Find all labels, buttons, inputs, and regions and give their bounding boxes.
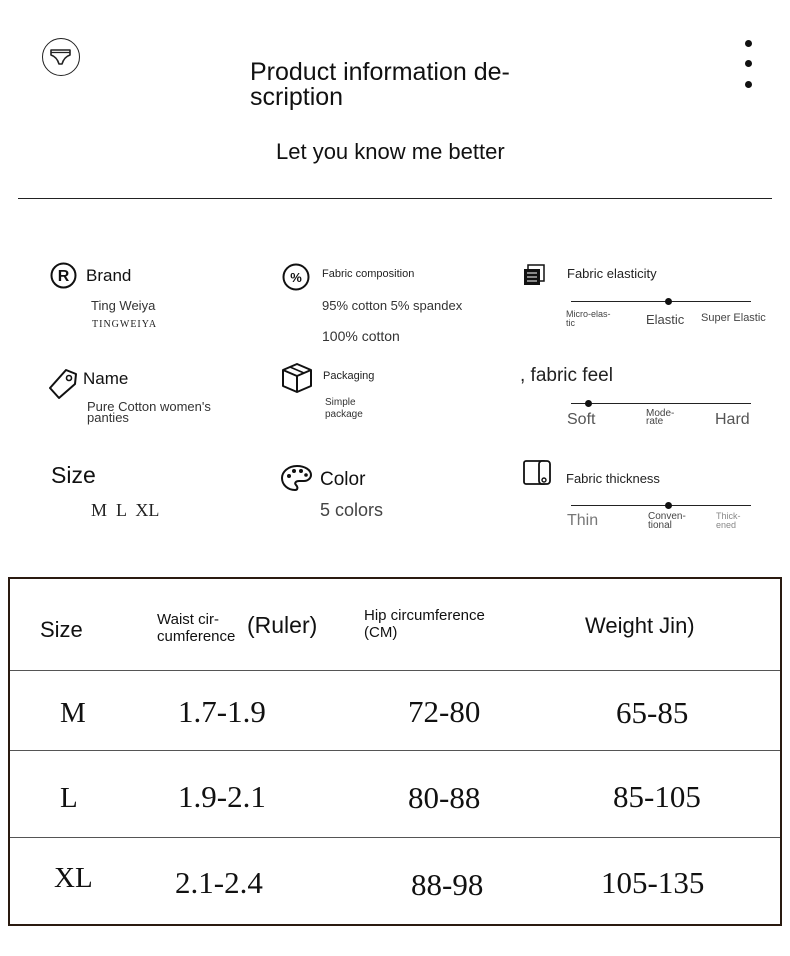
cell-hip: 72-80 bbox=[408, 694, 481, 729]
packaging-value: Simple package bbox=[325, 397, 363, 420]
cell-size: XL bbox=[54, 862, 93, 894]
feel-scale-marker bbox=[585, 400, 592, 407]
fabric-thickness-icon bbox=[522, 458, 552, 488]
color-value: 5 colors bbox=[320, 500, 384, 520]
feel-scale-line bbox=[571, 403, 751, 404]
cell-size: M bbox=[60, 697, 86, 729]
thickness-scale-marker bbox=[665, 502, 672, 509]
page-subtitle: Let you know me better bbox=[276, 139, 505, 164]
svg-text:%: % bbox=[290, 270, 302, 285]
thickness-tick-conventional: Conven- tional bbox=[648, 511, 686, 531]
thickness-tick-thin: Thin bbox=[567, 512, 599, 529]
brand-value: Ting Weiya bbox=[91, 298, 156, 313]
header-waist-unit: (Ruler) bbox=[247, 612, 318, 638]
svg-text:R: R bbox=[57, 268, 70, 285]
more-menu-icon[interactable] bbox=[744, 38, 754, 90]
table-divider bbox=[10, 837, 780, 838]
color-label: Color bbox=[320, 469, 366, 490]
fabric-feel-label: , fabric feel bbox=[520, 365, 613, 386]
cell-size: L bbox=[60, 782, 78, 814]
tag-icon bbox=[48, 368, 78, 400]
registered-trademark-icon bbox=[50, 262, 77, 289]
table-divider bbox=[10, 750, 780, 751]
cell-weight: 85-105 bbox=[613, 779, 701, 814]
size-chart-table bbox=[8, 577, 782, 926]
cell-waist: 1.7-1.9 bbox=[178, 694, 266, 729]
elasticity-tick-elastic: Elastic bbox=[646, 312, 685, 327]
thickness-tick-thickened: Thick- ened bbox=[716, 511, 741, 530]
header-waist: Waist cir- cumference bbox=[157, 611, 236, 645]
fabric-stretch-icon bbox=[522, 263, 546, 287]
package-box-icon bbox=[280, 362, 314, 394]
cell-hip: 80-88 bbox=[408, 780, 481, 815]
page-title: Product information de- scription bbox=[250, 58, 510, 111]
header-weight: Weight Jin) bbox=[585, 613, 695, 638]
brand-value-latin: TINGWEIYA bbox=[92, 319, 158, 330]
percent-icon bbox=[282, 263, 310, 291]
cell-weight: 65-85 bbox=[616, 695, 689, 730]
fabric-composition-label: Fabric composition bbox=[322, 268, 415, 280]
elasticity-tick-micro: Micro-elas- tic bbox=[566, 309, 611, 328]
size-value: M L XL bbox=[91, 500, 160, 520]
cell-waist: 2.1-2.4 bbox=[175, 865, 263, 900]
table-divider bbox=[10, 670, 780, 671]
feel-tick-soft: Soft bbox=[567, 411, 596, 428]
brand-label: Brand bbox=[86, 266, 132, 285]
cell-weight: 105-135 bbox=[601, 865, 705, 900]
elasticity-scale-marker bbox=[665, 298, 672, 305]
fabric-elasticity-label: Fabric elasticity bbox=[567, 266, 657, 281]
fabric-thickness-label: Fabric thickness bbox=[566, 471, 660, 486]
elasticity-scale-line bbox=[571, 301, 751, 302]
feel-tick-hard: Hard bbox=[715, 411, 750, 428]
fabric-composition-value-2: 100% cotton bbox=[322, 328, 400, 344]
elasticity-tick-super: Super Elastic bbox=[701, 312, 766, 324]
header-hip: Hip circumference (CM) bbox=[364, 607, 485, 641]
name-value: Pure Cotton women's panties bbox=[87, 399, 211, 425]
palette-icon bbox=[280, 464, 313, 492]
brand-logo-icon bbox=[42, 38, 80, 76]
size-label: Size bbox=[51, 462, 96, 488]
name-label: Name bbox=[83, 369, 129, 388]
fabric-composition-value-1: 95% cotton 5% spandex bbox=[322, 298, 463, 313]
packaging-label: Packaging bbox=[323, 370, 375, 382]
feel-tick-moderate: Mode- rate bbox=[646, 408, 675, 427]
divider bbox=[18, 198, 772, 199]
cell-hip: 88-98 bbox=[411, 867, 484, 902]
cell-waist: 1.9-2.1 bbox=[178, 779, 266, 814]
header-size: Size bbox=[40, 617, 83, 642]
underwear-icon bbox=[50, 48, 71, 66]
thickness-scale-line bbox=[571, 505, 751, 506]
